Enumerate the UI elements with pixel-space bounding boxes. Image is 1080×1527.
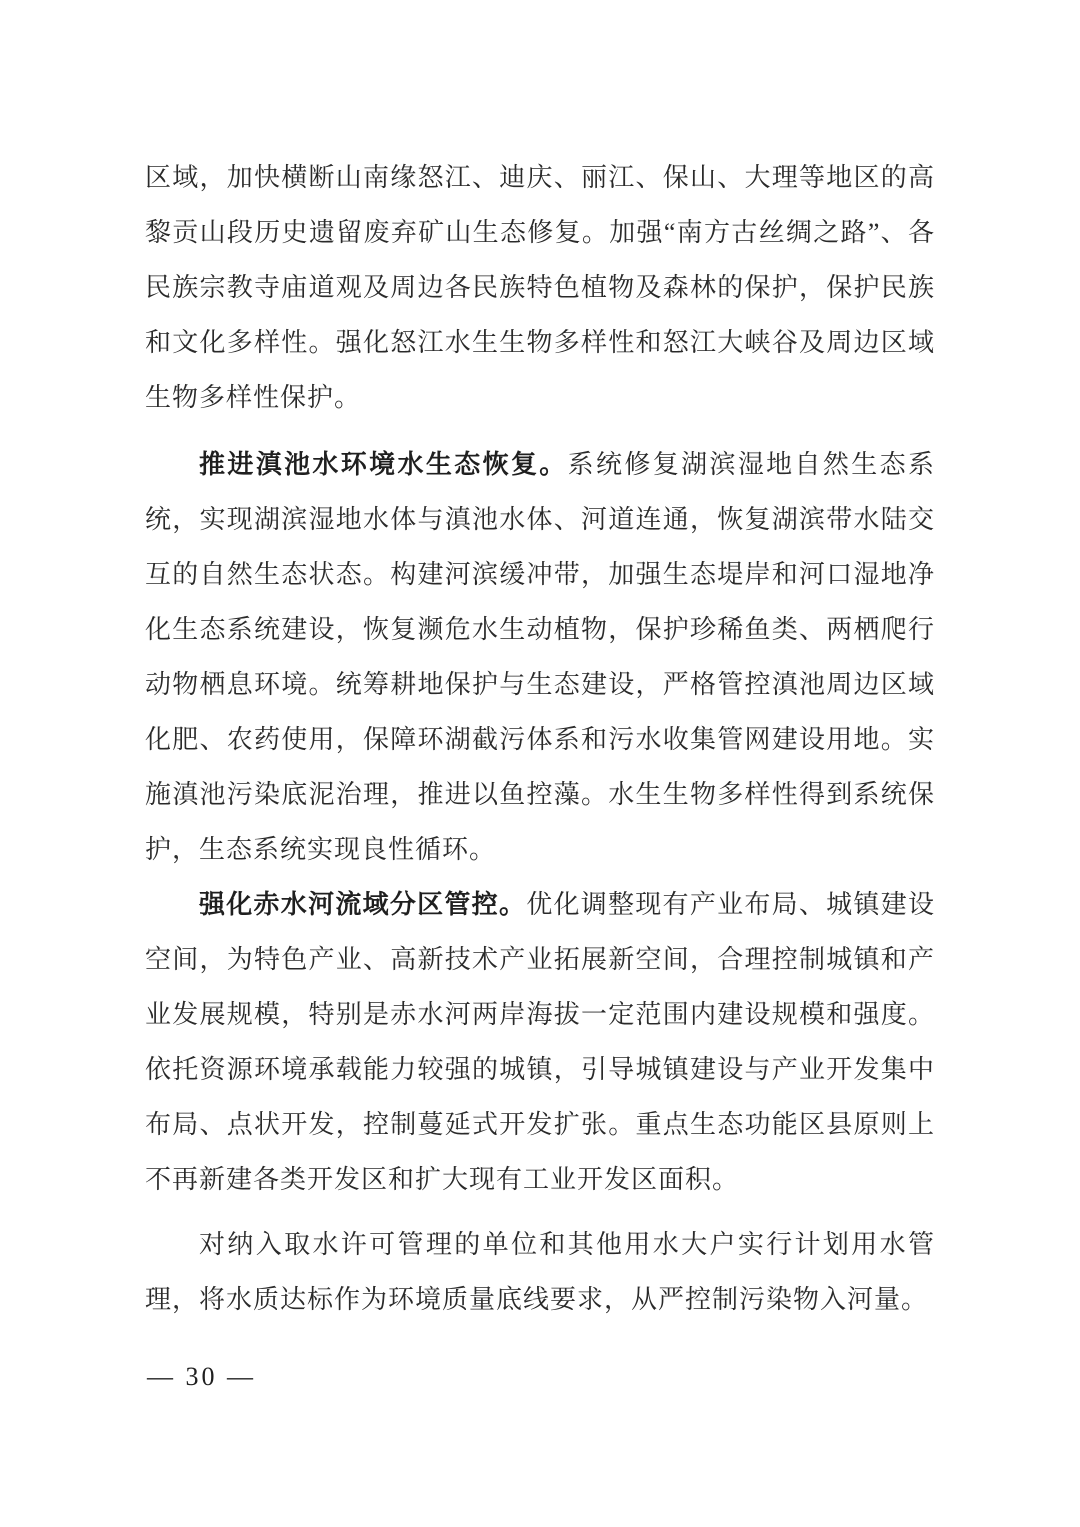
paragraph-text: 对纳入取水许可管理的单位和其他用水大户实行计划用水管理，将水质达标作为环境质量底线要求，从严控制污染物入河量。 bbox=[145, 1230, 935, 1314]
paragraph-text: 系统修复湖滨湿地自然生态系统，实现湖滨湿地水体与滇池水体、河道连通，恢复湖滨带水陆交互的自然生态状态。构建河滨缓冲带，加强生态堤岸和河口湿地净化生态系统建设，恢复濒危水生动植物，保护珍稀鱼类、两栖爬行动物栖息环境。统筹耕地保护与生态建设，严格管控滇池周边区域化肥、农药使用，保障环湖截污体系和污水收集管网建设用地。实施滇池污染底泥治理，推进以鱼控藻。水生生物多样性得到系统保护，生态系统实现良性循环。 bbox=[145, 450, 935, 864]
page-number bbox=[147, 1362, 256, 1392]
paragraph bbox=[145, 437, 935, 877]
document-body bbox=[145, 150, 935, 1327]
paragraph bbox=[145, 877, 935, 1207]
paragraph-heading: 强化赤水河流域分区管控。 bbox=[199, 890, 527, 919]
paragraph-text: 优化调整现有产业布局、城镇建设空间，为特色产业、高新技术产业拓展新空间，合理控制城镇和产业发展规模，特别是赤水河两岸海拔一定范围内建设规模和强度。依托资源环境承载能力较强的城镇，引导城镇建设与产业开发集中布局、点状开发，控制蔓延式开发扩张。重点生态功能区县原则上不再新建各类开发区和扩大现有工业开发区面积。 bbox=[145, 890, 935, 1194]
paragraph bbox=[145, 1217, 935, 1327]
paragraph bbox=[145, 150, 935, 425]
paragraph-heading: 推进滇池水环境水生态恢复。 bbox=[199, 450, 568, 479]
paragraph-text: 区域，加快横断山南缘怒江、迪庆、丽江、保山、大理等地区的高黎贡山段历史遗留废弃矿山生态修复。加强“南方古丝绸之路”、各民族宗教寺庙道观及周边各民族特色植物及森林的保护，保护民族和文化多样性。强化怒江水生生物多样性和怒江大峡谷及周边区域生物多样性保护。 bbox=[145, 163, 935, 412]
page-number-label: — 30 — bbox=[147, 1362, 256, 1391]
